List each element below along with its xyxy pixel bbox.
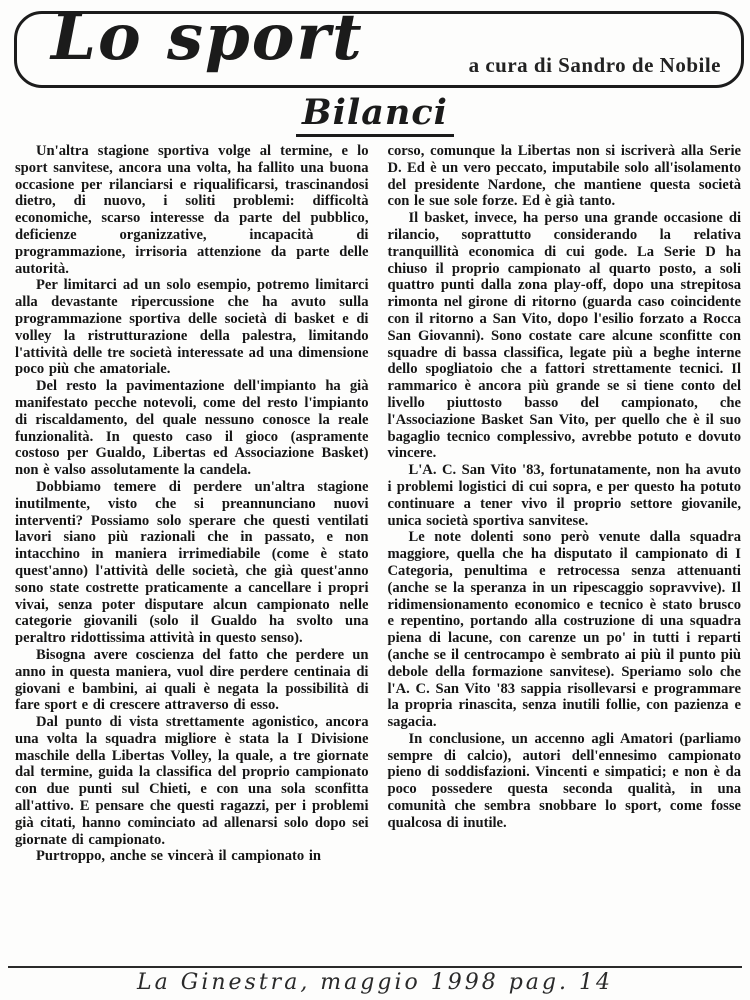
article-paragraph: corso, comunque la Libertas non si iscriverà alla Serie D. Ed è un vero peccato, imputabile solo all'isolamento del presidente Nardone, che mantiene questa società con le sue sole forze. Ed è già tanto. [387,143,741,210]
article-paragraph: Dal punto di vista strettamente agonistico, ancora una volta la squadra migliore è stata la I Divisione maschile della Libertas Volley, la quale, a tre giornate dal termine, guida la classifica del proprio campionato con due punti sul Chieti, e con una sola sconfitta all'attivo. E pensare che questi ragazzi, per i problemi già citati, hanno cominciato ad allenarsi solo dopo sei giornate di campionato. [15,714,369,848]
footer-credit: La Ginestra, maggio 1998 pag. 14 [137,970,613,995]
article-paragraph: Le note dolenti sono però venute dalla squadra maggiore, quella che ha disputato il campionato di I Categoria, penultima e retrocessa senza attenuanti (anche se la speranza in un ripescaggio sopravvive). Il ridimensionamento economico e tecnico è stato brusco e repentino, portando alla costruzione di una squadra piena di lacune, con carenze un po' in tutti i reparti (anche se il centrocampo è sembrato ai più il punto più debole della formazione sanvitese). Speriamo solo che l'A. C. San Vito '83 sappia risollevarsi e programmare la propria rinascita, senza inutili follie, con pazienza e sagacia. [387,529,741,731]
masthead-box [14,0,744,88]
article-paragraph: Purtroppo, anche se vincerà il campionato in [36,848,322,865]
footer-divider [8,966,742,968]
masthead-byline: a cura di Sandro de Nobile [468,53,721,77]
masthead-title: Lo sport [51,0,364,75]
article-title [0,92,750,133]
article-paragraph: Un'altra stagione sportiva volge al termine, e lo sport sanvitese, ancora una volta, ha fallito una buona occasione per rilanciarsi e riqualificarsi, trascinandosi dietro, di nuovo, i soliti problemi: difficoltà economiche, scarso interesse da parte del pubblico, deficienze organizzative, incapacità di programmazione, irrisoria attenzione da parte delle autorità. [15,143,369,277]
article-column-right [388,143,742,965]
article-paragraph: Del resto la pavimentazione dell'impianto ha già manifestato pecche notevoli, come del resto l'impianto di riscaldamento, del quale nessuno conosce la reale funzionalità. In questo caso il gioco (aspramente costoso per Gualdo, Libertas ed Associazione Basket) non è valso assolutamente la candela. [15,378,369,479]
article-title-text: Bilanci [296,92,454,137]
article-paragraph: In conclusione, un accenno agli Amatori (parliamo sempre di calcio), autori dell'ennesimo campionato pieno di soddisfazioni. Vincenti e simpatici; e non è da poco possedere questa seconda qualità, in una comunità che sembra snobbare lo sport, come fosse qualcosa di inutile. [387,730,741,831]
article-body [15,143,741,965]
article-paragraph: Bisogna avere coscienza del fatto che perdere un anno in questa maniera, vuol dire perdere centinaia di giovani e bambini, ai quali è negata la possibilità di fare sport e di crescere attraverso di esso. [15,646,369,714]
article-paragraph: Il basket, invece, ha perso una grande occasione di rilancio, soprattutto considerando la relativa tranquillità economica di cui gode. La Serie D ha chiuso il proprio campionato al quarto posto, a soli quattro punti dalla zona play-off, dopo una strepitosa rimonta nel girone di ritorno (guarda caso coincidente con il ritorno a San Vito, dopo l'esilio forzato a Rocca San Giovanni). Sono costate care alcune sconfitte con squadre di bassa classifica, legate più a beghe interne dello spogliatoio che a fattori strettamente tecnici. Il rammarico è ancora più grande se si tiene conto del livello piuttosto basso del campionato, che l'Associazione Basket San Vito, per quello che è il suo bagaglio tecnico complessivo, avrebbe potuto e dovuto vincere. [387,210,741,462]
article-column-left [15,143,369,965]
article-paragraph: Per limitarci ad un solo esempio, potremo limitarci alla devastante ripercussione che ha avuto sulla programmazione sportiva delle società di basket e di volley la ristrutturazione della palestra, limitando l'attività delle tre società interessate ad una dimensione poco più che amatoriale. [15,277,369,378]
article-paragraph: L'A. C. San Vito '83, fortunatamente, non ha avuto i problemi logistici di cui sopra, e per questo ha potuto continuare a tener vivo il proprio settore giovanile, unica società sportiva sanvitese. [387,462,741,529]
article-paragraph: Dobbiamo temere di perdere un'altra stagione inutilmente, visto che si preannunciano nuovi interventi? Possiamo solo sperare che questi ventilati lavori siano più razionali che in passato, e non intacchino in maniera irrimediabile (come è stato quest'anno) l'attività delle società, che già quest'anno sono state costrette praticamente a cancellare i propri vivai, senza poter disputare alcun campionato nelle categorie giovanili (solo il Gualdo ha svolto una peraltro ridottissima attività in questo senso). [15,478,369,647]
